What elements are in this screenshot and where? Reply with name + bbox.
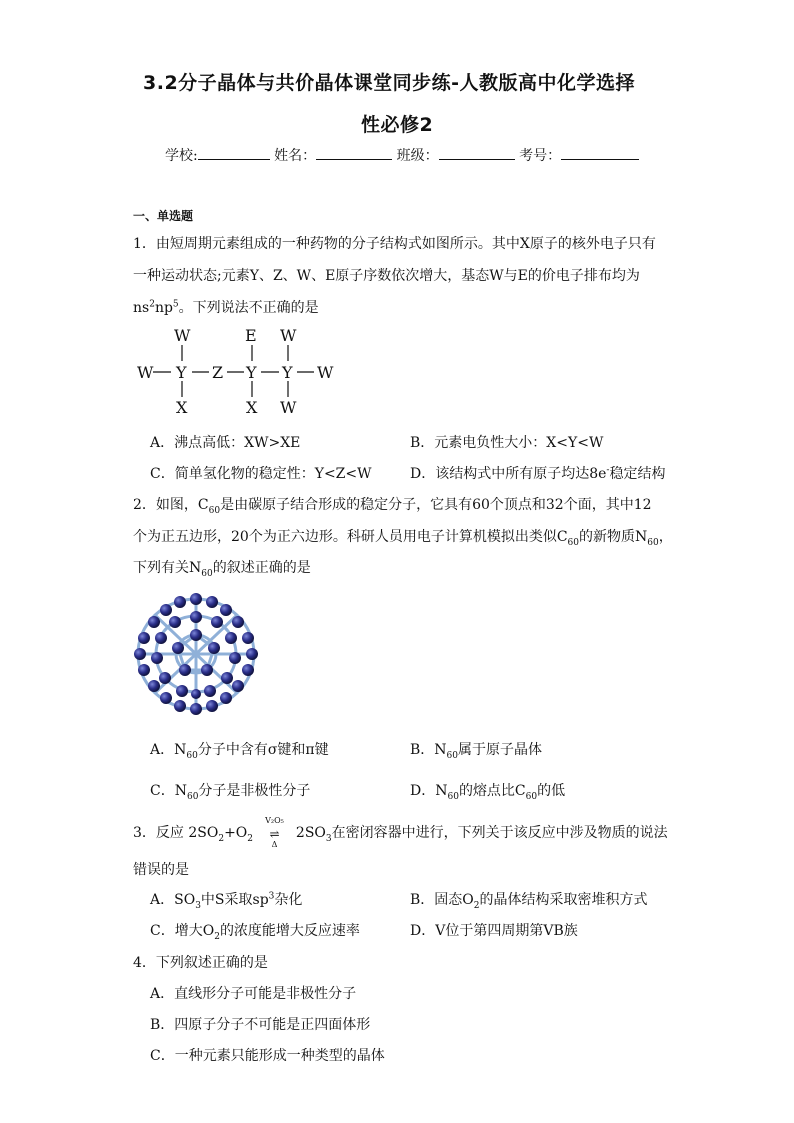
doc-title-line2: 性必修2 <box>361 114 434 136</box>
reversible-arrow <box>257 816 291 849</box>
q2-option-c[interactable]: C．$N_{60}$分子是非极性分子 <box>150 783 311 802</box>
name-blank[interactable] <box>316 146 392 160</box>
struct-bot-x2: X <box>246 398 258 415</box>
q2-option-d[interactable]: D．$N_{60}$的熔点比$C_{60}$的低 <box>410 783 566 802</box>
struct-mid-w2: W <box>317 363 334 382</box>
catalyst-label: V₂O₅ <box>265 816 284 825</box>
struct-top-w2: W <box>280 326 297 345</box>
name-label: 姓名： <box>274 148 317 164</box>
section-heading: 一、单选题 <box>133 209 194 223</box>
struct-bot-w: W <box>280 398 297 415</box>
q3-option-b[interactable]: B．固态$O_2$的晶体结构采取密堆积方式 <box>410 892 648 911</box>
c60-molecule-image <box>130 590 264 716</box>
class-label: 班级： <box>396 148 439 164</box>
q1-option-c[interactable]: C．简单氢化物的稳定性：Y<Z<W <box>150 466 372 482</box>
q4-option-b[interactable]: B．四原子分子不可能是正四面体形 <box>150 1017 371 1033</box>
struct-mid-w1: W <box>137 363 154 382</box>
doc-title-line1: 3.2分子晶体与共价晶体课堂同步练-人教版高中化学选择 <box>143 72 636 94</box>
struct-mid-y2: Y <box>246 363 257 382</box>
exam-no-label: 考号： <box>519 148 562 164</box>
q4-option-a[interactable]: A．直线形分子可能是非极性分子 <box>150 986 357 1002</box>
q3-option-a[interactable]: A．$SO_3$中S采取$sp^3$杂化 <box>150 891 303 911</box>
q1-stem-line2: 一种运动状态;元素Y、Z、W、E原子序数依次增大，基态W与E的价电子排布均为 <box>133 268 640 284</box>
q2-stem-line3: 下列有关$N_{60}$的叙述正确的是 <box>133 560 311 579</box>
q1-option-a[interactable]: A．沸点高低：XW>XE <box>150 435 301 451</box>
struct-bot-x1: X <box>176 398 188 415</box>
struct-mid-z: Z <box>212 363 224 382</box>
school-blank[interactable] <box>198 146 270 160</box>
heat-label: Δ <box>271 840 278 849</box>
struct-mid-y3: Y <box>282 363 293 382</box>
school-label: 学校: <box>165 148 198 164</box>
q3-option-d[interactable]: D．V位于第四周期第VB族 <box>410 923 578 939</box>
q1-stem-line3: $ns^2np^5$。下列说法不正确的是 <box>133 299 319 316</box>
struct-top-e: E <box>245 326 257 345</box>
q4-option-c[interactable]: C．一种元素只能形成一种类型的晶体 <box>150 1048 385 1064</box>
q1-structure-diagram <box>134 325 344 415</box>
q3-option-c[interactable]: C．增大$O_2$的浓度能增大反应速率 <box>150 923 360 942</box>
class-blank[interactable] <box>439 146 515 160</box>
info-fields <box>165 145 639 165</box>
struct-mid-y1: Y <box>176 363 187 382</box>
q3-stem-line1: 3．反应 $2SO_2+O_2$ V₂O₅ ⇌ Δ $2SO_3$在密闭容器中进行，下列关于该反应中涉及物质的说法 <box>133 816 668 849</box>
q2-stem-line1: 2．如图，$C_{60}$是由碳原子结合形成的稳定分子，它具有60个顶点和32个面，其中12 <box>133 497 652 516</box>
equilibrium-arrow-icon: ⇌ <box>269 827 280 841</box>
q1-option-b[interactable]: B．元素电负性大小：X<Y<W <box>410 435 604 451</box>
q3-stem-line2: 错误的是 <box>133 862 189 878</box>
struct-top-w1: W <box>174 326 191 345</box>
q1-stem-line1: 1．由短周期元素组成的一种药物的分子结构式如图所示。其中X原子的核外电子只有 <box>133 236 656 252</box>
q4-stem: 4．下列叙述正确的是 <box>133 955 268 971</box>
q2-option-b[interactable]: B．$N_{60}$属于原子晶体 <box>410 742 542 761</box>
exam-no-blank[interactable] <box>561 146 639 160</box>
q2-option-a[interactable]: A．$N_{60}$分子中含有σ键和π键 <box>150 742 329 761</box>
q2-stem-line2: 个为正五边形，20个为正六边形。科研人员用电子计算机模拟出类似$C_{60}$的新物质$N_{60}$， <box>133 529 673 548</box>
q1-option-d[interactable]: D．该结构式中所有原子均达8e-稳定结构 <box>410 465 666 482</box>
